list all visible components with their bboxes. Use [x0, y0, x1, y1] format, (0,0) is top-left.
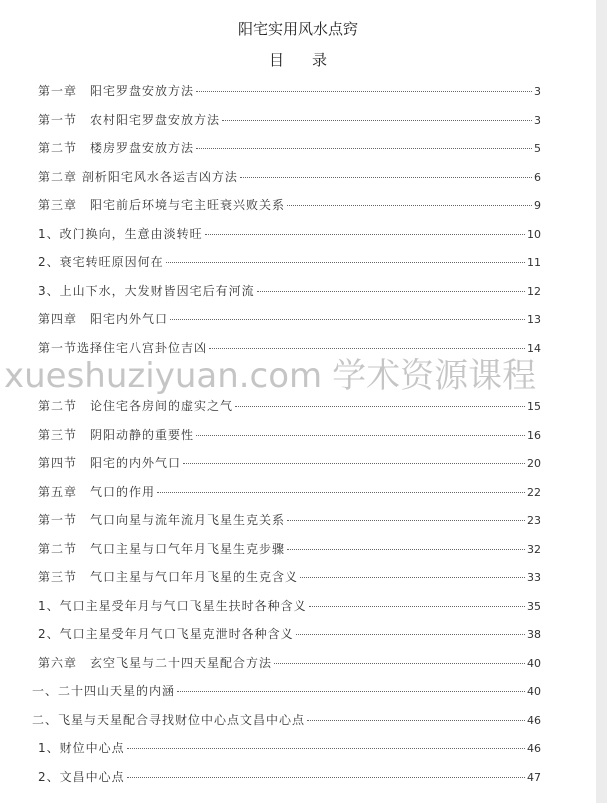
toc-entry-page: 15 [527, 400, 541, 413]
dot-leader [127, 748, 525, 749]
toc-entry-page: 13 [527, 313, 541, 326]
dot-leader [177, 691, 525, 692]
toc-entry[interactable] [32, 682, 541, 698]
toc-entry[interactable] [38, 225, 541, 241]
toc-entry-title: 第四节 阳宅的内外气口 [38, 456, 182, 470]
toc-entry-title: 1、财位中心点 [38, 741, 125, 755]
toc-entry-title: 二、飞星与天星配合寻找财位中心点文昌中心点 [32, 712, 306, 727]
dot-leader [296, 634, 525, 635]
toc-entry[interactable] [38, 139, 541, 155]
toc-entry-page: 12 [527, 284, 541, 298]
toc-entry[interactable] [38, 540, 541, 556]
toc-entry[interactable] [38, 196, 541, 212]
toc-entry-page: 10 [527, 227, 541, 241]
toc-entry[interactable] [38, 483, 541, 499]
toc-entry-page: 32 [527, 542, 541, 556]
toc-entry-title: 第二节 论住宅各房间的虚实之气 [38, 399, 234, 413]
toc-entry-page: 6 [534, 170, 541, 184]
dot-leader [287, 549, 525, 550]
toc-entry[interactable] [38, 568, 541, 584]
toc-entry[interactable] [38, 111, 541, 127]
toc-entry-title: 第六章 玄空飞星与二十四天星配合方法 [38, 655, 273, 670]
toc-entry-page: 9 [534, 199, 541, 212]
dot-leader [257, 291, 525, 292]
dot-leader [209, 348, 525, 349]
toc-entry[interactable] [38, 397, 541, 413]
toc-entry[interactable] [32, 711, 541, 727]
toc-entry-title: 第一章 阳宅罗盘安放方法 [38, 84, 195, 98]
toc-entry[interactable] [38, 310, 541, 326]
toc-entry-title: 2、气口主星受年月气口飞星克泄时各种含义 [38, 627, 294, 641]
toc-entry[interactable] [38, 511, 541, 527]
dot-leader [196, 435, 525, 436]
watermark-text: 学术资源课程 [332, 356, 537, 396]
toc-entry-page: 16 [527, 428, 541, 442]
toc-entry-title: 第二节 气口主星与口气年月飞星生克步骤 [38, 541, 286, 556]
toc-entry-title: 一、二十四山天星的内涵 [32, 684, 176, 698]
dot-leader [309, 606, 525, 607]
toc-entry-title: 第一节 气口向星与流年流月飞星生克关系 [38, 513, 286, 527]
dot-leader [300, 577, 525, 578]
toc-entry-page: 14 [527, 341, 541, 355]
dot-leader [205, 234, 525, 235]
toc-entry-title: 2、衰宅转旺原因何在 [38, 255, 164, 269]
watermark [4, 358, 536, 394]
toc-entry-page: 38 [527, 628, 541, 641]
dot-leader [240, 177, 532, 178]
toc-entry[interactable] [38, 253, 541, 269]
dot-leader [274, 663, 525, 664]
toc-entry-title: 第三节 气口主星与气口年月飞星的生克含义 [38, 570, 299, 584]
toc-entry-title: 第二章 剖析阳宅风水各运吉凶方法 [38, 169, 238, 184]
toc-entry-page: 47 [527, 770, 541, 784]
toc-entry-title: 第三节 阴阳动静的重要性 [38, 427, 195, 442]
toc-entry-page: 40 [527, 656, 541, 670]
toc-entry-page: 3 [534, 113, 541, 127]
toc-entry-page: 11 [527, 256, 541, 269]
toc-entry-page: 33 [527, 571, 541, 584]
toc-entry[interactable] [38, 82, 541, 98]
dot-leader [157, 492, 525, 493]
toc-entry[interactable] [38, 597, 541, 613]
toc-entry-page: 46 [527, 742, 541, 755]
toc-entry[interactable] [38, 426, 541, 442]
dot-leader [170, 319, 525, 320]
toc-entry[interactable] [38, 625, 541, 641]
dot-leader [307, 720, 525, 721]
document-title: 阳宅实用风水点窍 [237, 20, 358, 38]
toc-entry[interactable] [38, 454, 541, 470]
toc-entry-page: 5 [534, 142, 541, 155]
toc-entry-title: 第四章 阳宅内外气口 [38, 312, 169, 326]
dot-leader [196, 148, 532, 149]
toc-entry-page: 35 [527, 599, 541, 613]
toc-entry-title: 第一节 农村阳宅罗盘安放方法 [38, 112, 221, 127]
dot-leader [287, 205, 532, 206]
watermark-url: xueshuziyuan.com [4, 356, 323, 396]
scrollbar[interactable] [596, 0, 607, 803]
dot-leader [166, 262, 525, 263]
toc-heading: 目录 [268, 51, 355, 69]
dot-leader [287, 520, 525, 521]
toc-entry-title: 1、气口主星受年月与气口飞星生扶时各种含义 [38, 598, 307, 613]
dot-leader [127, 777, 525, 778]
toc-entry-title: 2、文昌中心点 [38, 769, 125, 784]
toc-entry-page: 46 [527, 713, 541, 727]
toc-entry-page: 20 [527, 457, 541, 470]
dot-leader [183, 463, 525, 464]
toc-entry[interactable] [38, 282, 541, 298]
toc-entry-title: 第二节 楼房罗盘安放方法 [38, 141, 195, 155]
toc-entry[interactable] [38, 339, 541, 355]
toc-entry[interactable] [38, 654, 541, 670]
toc-entry-title: 3、上山下水，大发财皆因宅后有河流 [38, 283, 255, 298]
toc-entry-title: 第五章 气口的作用 [38, 484, 156, 499]
toc-entry[interactable] [38, 168, 541, 184]
toc-entry-page: 23 [527, 514, 541, 527]
toc-entry[interactable] [38, 739, 541, 755]
toc-entry-title: 1、改门换向，生意由淡转旺 [38, 226, 203, 241]
toc-entry-title: 第一节选择住宅八宫卦位吉凶 [38, 340, 208, 355]
dot-leader [222, 120, 532, 121]
toc-entry[interactable] [38, 768, 541, 784]
dot-leader [196, 91, 532, 92]
toc-entry-title: 第三章 阳宅前后环境与宅主旺衰兴败关系 [38, 198, 286, 212]
toc-entry-page: 40 [527, 685, 541, 698]
toc-entry-page: 22 [527, 485, 541, 499]
toc-entry-page: 3 [534, 85, 541, 98]
dot-leader [235, 406, 525, 407]
